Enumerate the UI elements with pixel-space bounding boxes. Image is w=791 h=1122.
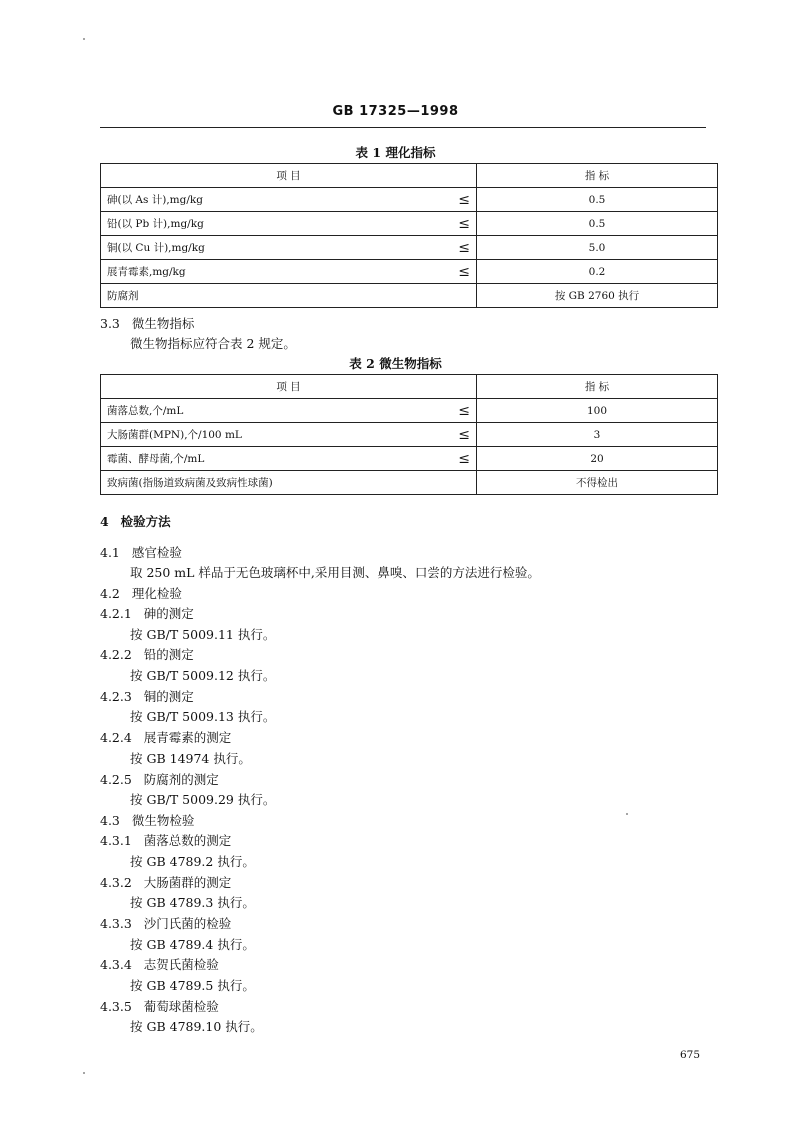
table2	[100, 374, 718, 495]
table2-value: 100	[477, 399, 718, 423]
subsection-heading	[100, 831, 231, 849]
table1-caption: 表 1 理化指标	[355, 145, 436, 160]
table1-col-value: 指 标	[477, 164, 718, 188]
table2-sign: ≤	[445, 447, 477, 471]
subsection-heading	[100, 645, 194, 663]
section-number: 4.2	[100, 586, 120, 601]
section-number: 4.2.4	[100, 730, 132, 745]
section-number: 4.2.3	[100, 689, 132, 704]
table2-caption: 表 2 微生物指标	[349, 356, 442, 371]
section-title: 砷的测定	[143, 606, 194, 621]
section-title: 葡萄球菌检验	[143, 999, 219, 1014]
section-title: 志贺氏菌检验	[143, 957, 219, 972]
section-title: 微生物指标	[131, 316, 195, 331]
section-3-3-heading	[100, 314, 194, 332]
section-number: 3.3	[100, 316, 120, 331]
table2-item: 大肠菌群(MPN),个/100 mL	[101, 423, 445, 447]
section-number: 4.3.1	[100, 833, 132, 848]
subsection-text: 按 GB 4789.2 执行。	[130, 854, 255, 869]
subsection-heading	[100, 914, 231, 932]
section-title: 感官检验	[131, 545, 182, 560]
section-4-3-heading	[100, 811, 194, 829]
subsection-text: 按 GB/T 5009.11 执行。	[130, 627, 276, 642]
table-row	[101, 284, 718, 308]
table-row	[101, 399, 718, 423]
table1-item: 防腐剂	[101, 284, 445, 308]
scan-speck	[626, 813, 628, 815]
table2-col-value: 指 标	[477, 375, 718, 399]
subsection-text: 按 GB 4789.5 执行。	[130, 978, 255, 993]
page-number: 675	[680, 1049, 701, 1061]
table2-sign: ≤	[445, 399, 477, 423]
table1-value: 0.5	[477, 212, 718, 236]
table2-value: 20	[477, 447, 718, 471]
table2-item: 菌落总数,个/mL	[101, 399, 445, 423]
table1-sign: ≤	[445, 260, 477, 284]
section-3-3-text: 微生物指标应符合表 2 规定。	[130, 336, 296, 351]
table1-col-item: 项 目	[101, 164, 477, 188]
section-number: 4	[100, 514, 109, 529]
section-title: 铅的测定	[143, 647, 194, 662]
section-number: 4.3.5	[100, 999, 132, 1014]
section-4-heading	[100, 512, 171, 530]
subsection-text: 按 GB 14974 执行。	[130, 751, 251, 766]
section-number: 4.2.2	[100, 647, 132, 662]
subsection-text: 按 GB/T 5009.13 执行。	[130, 709, 276, 724]
page-header: GB 17325—1998	[332, 104, 459, 119]
table-row	[101, 188, 718, 212]
table1-item: 砷(以 As 计),mg/kg	[101, 188, 445, 212]
subsection-heading	[100, 873, 231, 891]
section-title: 菌落总数的测定	[143, 833, 232, 848]
scan-speck	[83, 1072, 85, 1074]
header-rule	[100, 127, 706, 128]
table2-sign: ≤	[445, 423, 477, 447]
section-title: 微生物检验	[131, 813, 195, 828]
section-title: 检验方法	[120, 514, 171, 529]
section-number: 4.2.1	[100, 606, 132, 621]
table-row	[101, 236, 718, 260]
table-row	[101, 447, 718, 471]
table-row	[101, 471, 718, 495]
section-4-2-heading	[100, 584, 182, 602]
table2-item: 霉菌、酵母菌,个/mL	[101, 447, 445, 471]
table1-item: 铅(以 Pb 计),mg/kg	[101, 212, 445, 236]
section-4-1-heading	[100, 543, 182, 561]
section-title: 防腐剂的测定	[143, 772, 219, 787]
subsection-text: 按 GB/T 5009.29 执行。	[130, 792, 276, 807]
table1-value: 0.2	[477, 260, 718, 284]
table-row	[101, 423, 718, 447]
subsection-heading	[100, 728, 231, 746]
table2-value: 3	[477, 423, 718, 447]
section-number: 4.3.4	[100, 957, 132, 972]
table2-value: 不得检出	[477, 471, 718, 495]
scan-speck	[83, 38, 85, 40]
table1	[100, 163, 718, 308]
subsection-heading	[100, 604, 194, 622]
section-number: 4.2.5	[100, 772, 132, 787]
subsection-heading	[100, 770, 219, 788]
section-title: 展青霉素的测定	[143, 730, 232, 745]
table1-sign: ≤	[445, 212, 477, 236]
section-number: 4.1	[100, 545, 120, 560]
table2-col-item: 项 目	[101, 375, 477, 399]
section-number: 4.3.3	[100, 916, 132, 931]
table1-item: 铜(以 Cu 计),mg/kg	[101, 236, 445, 260]
table1-sign	[445, 284, 477, 308]
section-4-1-text: 取 250 mL 样品于无色玻璃杯中,采用目测、鼻嗅、口尝的方法进行检验。	[130, 565, 540, 580]
table2-item: 致病菌(指肠道致病菌及致病性球菌)	[101, 471, 445, 495]
table1-value: 0.5	[477, 188, 718, 212]
subsection-text: 按 GB 4789.3 执行。	[130, 895, 255, 910]
table2-header-row	[101, 375, 718, 399]
table-row	[101, 260, 718, 284]
table1-sign: ≤	[445, 236, 477, 260]
subsection-text: 按 GB 4789.4 执行。	[130, 937, 255, 952]
subsection-heading	[100, 955, 219, 973]
subsection-heading	[100, 687, 194, 705]
section-title: 理化检验	[131, 586, 182, 601]
table2-sign	[445, 471, 477, 495]
section-number: 4.3.2	[100, 875, 132, 890]
table1-value: 5.0	[477, 236, 718, 260]
section-title: 铜的测定	[143, 689, 194, 704]
table-row	[101, 212, 718, 236]
subsection-text: 按 GB 4789.10 执行。	[130, 1019, 263, 1034]
section-number: 4.3	[100, 813, 120, 828]
table1-item: 展青霉素,mg/kg	[101, 260, 445, 284]
subsection-heading	[100, 997, 219, 1015]
subsection-text: 按 GB/T 5009.12 执行。	[130, 668, 276, 683]
section-title: 大肠菌群的测定	[143, 875, 232, 890]
table1-value: 按 GB 2760 执行	[477, 284, 718, 308]
section-title: 沙门氏菌的检验	[143, 916, 232, 931]
table1-sign: ≤	[445, 188, 477, 212]
table1-header-row	[101, 164, 718, 188]
